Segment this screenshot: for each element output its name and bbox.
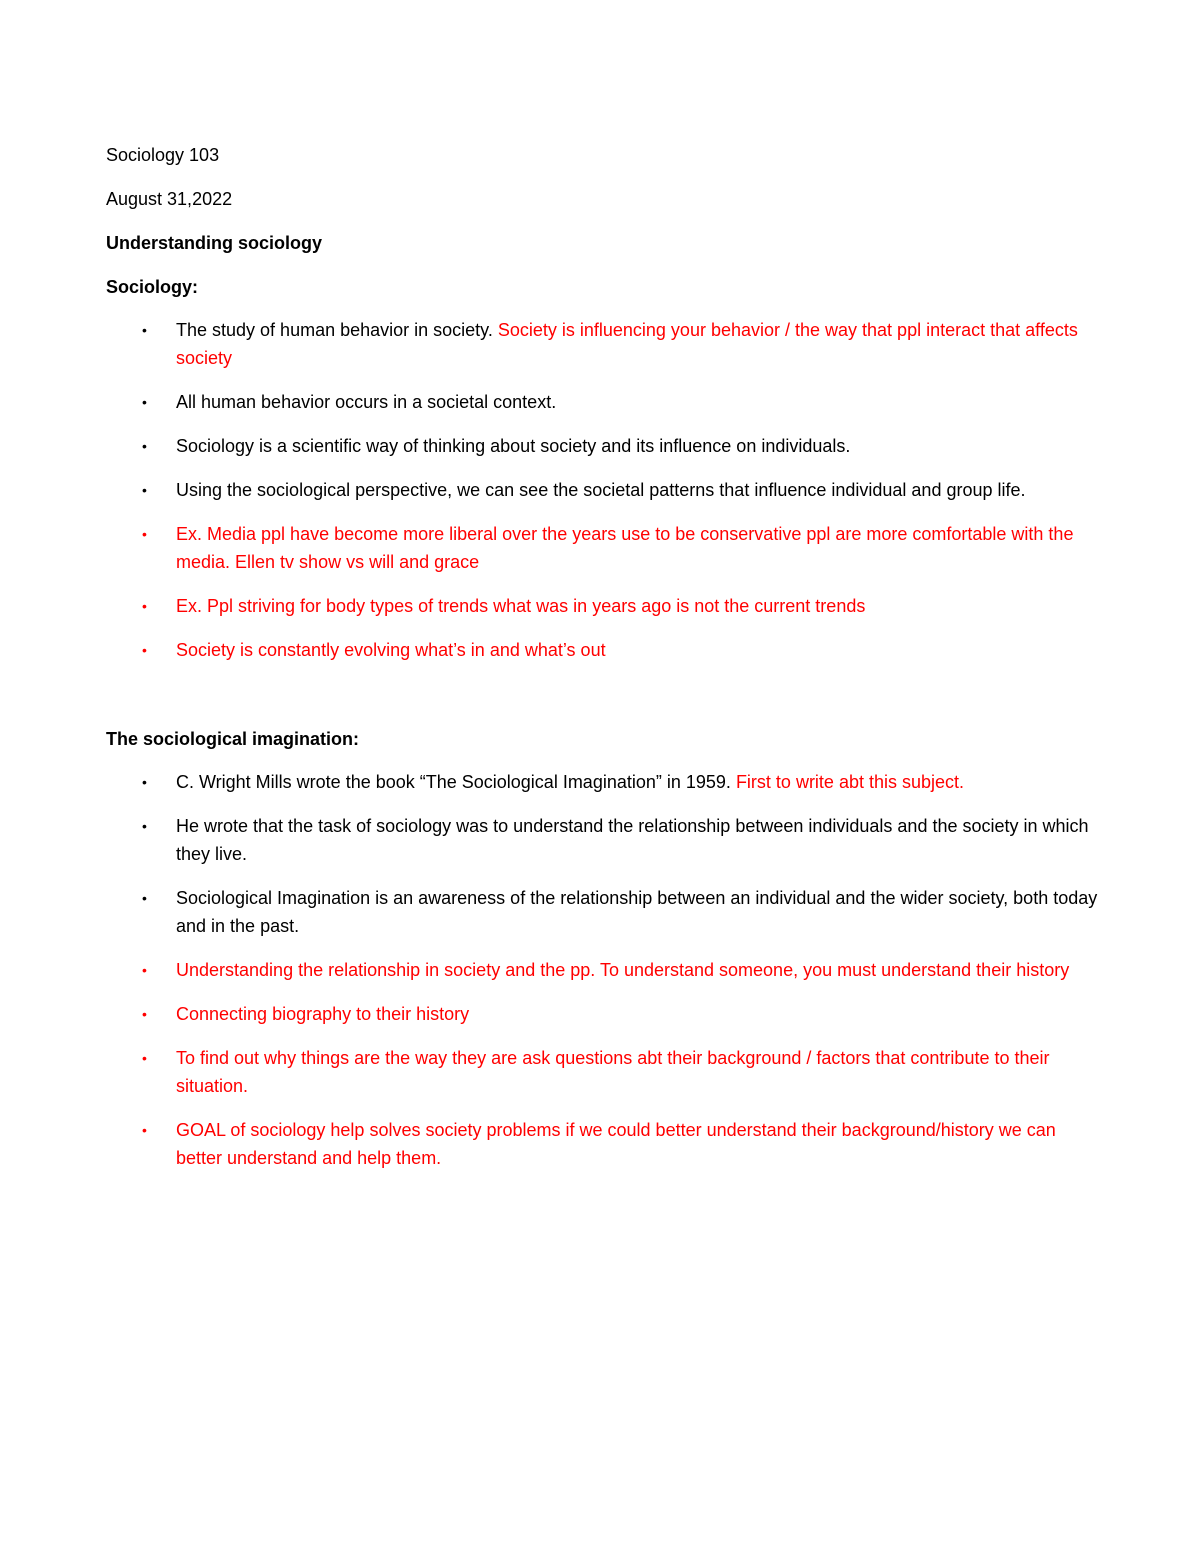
item-note: Society is influencing your behavior / the way that ppl interact that affects society (176, 320, 1078, 368)
bullet-icon: • (142, 774, 147, 790)
section-heading-sociology: Sociology: (106, 277, 199, 297)
bullet-icon: • (142, 482, 147, 498)
item-note: First to write abt this subject. (735, 772, 965, 792)
item-note: Ex. Media ppl have become more liberal over the years use to be conservative ppl are more comfortable with the media. Ellen tv show vs will and grace (176, 524, 1074, 572)
item-note: Ex. Ppl striving for body types of trends what was in years ago is not the current trends (176, 596, 866, 616)
item-note: Understanding the relationship in society and the pp. To understand someone, you must understand their history (176, 960, 1070, 980)
bullet-icon: • (142, 1050, 147, 1066)
item-note: GOAL of sociology help solves society problems if we could better understand their background/history we can better understand and help them. (176, 1120, 1056, 1168)
item-text: Sociological Imagination is an awareness of the relationship between an individual and the wider society, both today and in the past. (176, 888, 1098, 936)
list-item (106, 476, 1106, 504)
item-note: To find out why things are the way they are ask questions abt their background / factors that contribute to their situation. (176, 1048, 1050, 1096)
bullet-icon: • (142, 598, 147, 614)
bullet-icon: • (142, 890, 147, 906)
item-text: All human behavior occurs in a societal context. (176, 392, 557, 412)
list-item (106, 432, 1106, 460)
item-text: Sociology is a scientific way of thinking about society and its influence on individuals. (176, 436, 851, 456)
date-line: August 31,2022 (106, 189, 233, 209)
item-text: C. Wright Mills wrote the book “The Sociological Imagination” in 1959. (176, 772, 736, 792)
bullet-icon: • (142, 642, 147, 658)
list-item (106, 884, 1106, 940)
list-item (106, 956, 1106, 984)
item-text: The study of human behavior in society. (176, 320, 498, 340)
list-item (106, 388, 1106, 416)
list-item (106, 1044, 1106, 1100)
bullet-list-imagination (106, 768, 1106, 1172)
bullet-icon: • (142, 1122, 147, 1138)
item-note: Connecting biography to their history (176, 1004, 470, 1024)
list-item (106, 316, 1106, 372)
bullet-icon: • (142, 962, 147, 978)
list-item (106, 1116, 1106, 1172)
list-item (106, 520, 1106, 576)
bullet-list-sociology (106, 316, 1106, 664)
section-spacer (106, 680, 1106, 724)
document-page (106, 140, 1106, 1188)
list-item (106, 1000, 1106, 1028)
course-title: Sociology 103 (106, 145, 220, 165)
list-item (106, 768, 1106, 796)
bullet-icon: • (142, 526, 147, 542)
item-text: Using the sociological perspective, we can see the societal patterns that influence individual and group life. (176, 480, 1026, 500)
item-text: He wrote that the task of sociology was to understand the relationship between individuals and the society in which they live. (176, 816, 1089, 864)
item-note: Society is constantly evolving what’s in and what’s out (176, 640, 606, 660)
bullet-icon: • (142, 438, 147, 454)
list-item (106, 636, 1106, 664)
list-item (106, 812, 1106, 868)
bullet-icon: • (142, 322, 147, 338)
topic-heading: Understanding sociology (106, 233, 323, 253)
list-item (106, 592, 1106, 620)
bullet-icon: • (142, 818, 147, 834)
bullet-icon: • (142, 1006, 147, 1022)
bullet-icon: • (142, 394, 147, 410)
section-heading-imagination: The sociological imagination: (106, 729, 360, 749)
